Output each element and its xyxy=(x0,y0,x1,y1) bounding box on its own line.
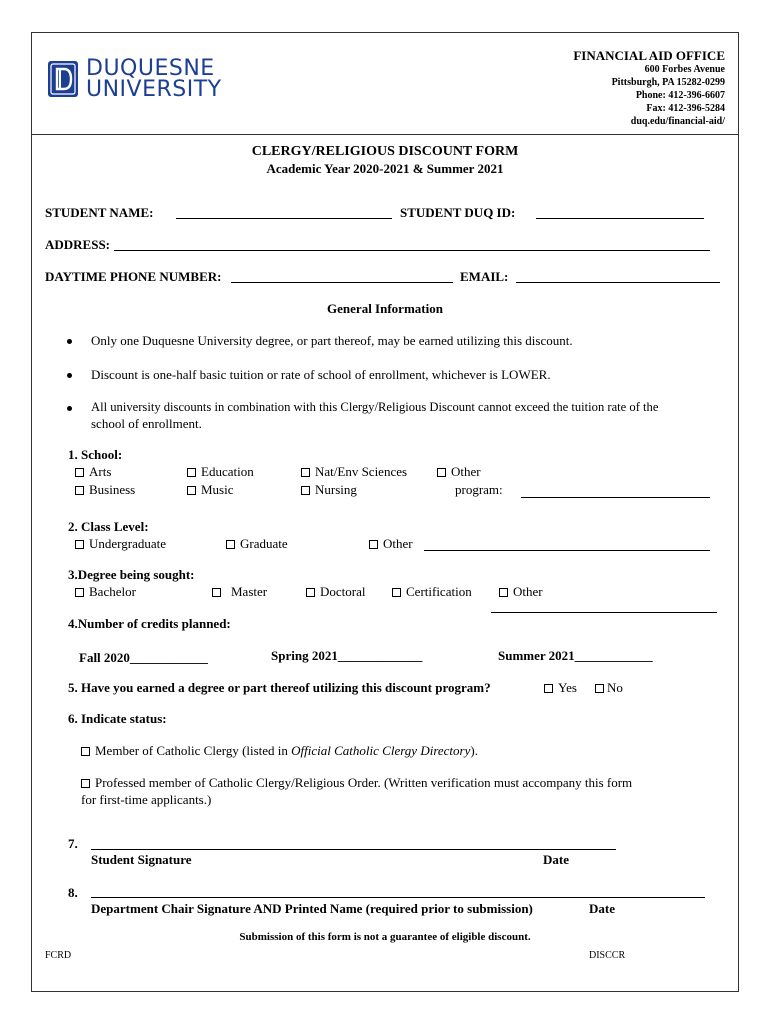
form-subtitle: Academic Year 2020-2021 & Summer 2021 xyxy=(266,161,504,176)
degree-bachelor-label: Bachelor xyxy=(89,584,136,599)
class-option-undergraduate[interactable] xyxy=(75,536,166,552)
q6-opt1-italic: Official Catholic Clergy Directory xyxy=(291,743,471,758)
q6-option-professed[interactable] xyxy=(81,775,632,791)
credits-fall[interactable]: Fall 2020____________ xyxy=(79,650,208,665)
student-signature-field[interactable] xyxy=(91,849,616,850)
checkbox-icon[interactable] xyxy=(392,588,401,597)
degree-certification-label: Certification xyxy=(406,584,472,599)
sig-number-8: 8. xyxy=(68,885,78,900)
general-bullet-3a: All university discounts in combination with this Clergy/Religious Discount cannot exceed the tuition rate of the xyxy=(91,400,659,414)
class-undergraduate-label: Undergraduate xyxy=(89,536,167,551)
student-name-field[interactable] xyxy=(176,218,392,219)
logo-line2: UNIVERSITY xyxy=(86,77,222,102)
checkbox-icon[interactable] xyxy=(301,468,310,477)
email-label: EMAIL: xyxy=(460,269,509,284)
office-fax: Fax: 412-396-5284 xyxy=(646,103,725,114)
school-option-education[interactable] xyxy=(187,464,254,480)
q5-question: 5. Have you earned a degree or part thereof utilizing this discount program? xyxy=(68,680,491,695)
phone-label: DAYTIME PHONE NUMBER: xyxy=(45,269,222,284)
school-option-business[interactable] xyxy=(75,482,135,498)
q5-no-label: No xyxy=(607,680,623,695)
school-nursing-label: Nursing xyxy=(315,482,357,497)
general-bullet-3b: school of enrollment. xyxy=(91,416,202,431)
email-field[interactable] xyxy=(516,282,720,283)
degree-other-field[interactable] xyxy=(491,612,717,613)
shield-d-icon xyxy=(47,60,79,98)
degree-option-other[interactable] xyxy=(499,584,543,600)
date-label-1: Date xyxy=(543,852,569,867)
school-option-natenv[interactable] xyxy=(301,464,407,480)
office-phone: Phone: 412-396-6607 xyxy=(635,90,725,101)
checkbox-icon[interactable] xyxy=(81,747,90,756)
checkbox-icon[interactable] xyxy=(306,588,315,597)
school-education-label: Education xyxy=(201,464,254,479)
degree-option-doctoral[interactable] xyxy=(306,584,365,600)
office-address1: 600 Forbes Avenue xyxy=(644,64,725,75)
footer-left-code: FCRD xyxy=(45,950,72,961)
checkbox-icon[interactable] xyxy=(187,468,196,477)
q6-opt1-text: Member of Catholic Clergy (listed in xyxy=(95,743,292,758)
student-name-label: STUDENT NAME: xyxy=(45,205,154,220)
checkbox-icon[interactable] xyxy=(499,588,508,597)
school-other-label: Other xyxy=(451,464,481,479)
checkbox-icon[interactable] xyxy=(226,540,235,549)
office-title: FINANCIAL AID OFFICE xyxy=(573,48,725,63)
checkbox-icon[interactable] xyxy=(81,779,90,788)
q6-opt1-post: ). xyxy=(470,743,478,758)
class-level-heading: 2. Class Level: xyxy=(68,519,149,534)
checkbox-icon[interactable] xyxy=(75,486,84,495)
checkbox-icon[interactable] xyxy=(75,588,84,597)
school-option-arts[interactable] xyxy=(75,464,111,480)
phone-field[interactable] xyxy=(231,282,453,283)
school-arts-label: Arts xyxy=(89,464,112,479)
class-other-label: Other xyxy=(383,536,413,551)
checkbox-icon[interactable] xyxy=(187,486,196,495)
school-program-label: program: xyxy=(455,482,503,497)
student-signature-label: Student Signature xyxy=(91,852,192,867)
q5-option-no[interactable] xyxy=(595,680,623,696)
school-natenv-label: Nat/Env Sciences xyxy=(315,464,408,479)
class-option-graduate[interactable] xyxy=(226,536,288,552)
chair-signature-field[interactable] xyxy=(91,897,705,898)
chair-signature-label: Department Chair Signature AND Printed Name (required prior to submission) xyxy=(91,901,533,916)
school-music-label: Music xyxy=(201,482,234,497)
general-info-heading: General Information xyxy=(327,301,443,316)
checkbox-icon[interactable] xyxy=(544,684,553,693)
q6-opt2-text: Professed member of Catholic Clergy/Religious Order. (Written verification must accompany this form xyxy=(95,775,633,790)
general-bullet-2: Discount is one-half basic tuition or rate of school of enrollment, whichever is LOWER. xyxy=(91,367,551,382)
school-business-label: Business xyxy=(89,482,136,497)
degree-option-bachelor[interactable] xyxy=(75,584,136,600)
degree-master-label: Master xyxy=(231,584,268,599)
date-label-2: Date xyxy=(589,901,615,916)
class-graduate-label: Graduate xyxy=(240,536,288,551)
footer-note: Submission of this form is not a guarantee of eligible discount. xyxy=(239,931,531,943)
checkbox-icon[interactable] xyxy=(437,468,446,477)
form-title: CLERGY/RELIGIOUS DISCOUNT FORM xyxy=(251,144,519,159)
q6-heading: 6. Indicate status: xyxy=(68,711,167,726)
university-logo xyxy=(47,60,79,98)
address-field[interactable] xyxy=(114,250,710,251)
q6-option-clergy[interactable] xyxy=(81,743,478,759)
q5-yes-label: Yes xyxy=(558,680,577,695)
degree-other-label: Other xyxy=(513,584,543,599)
degree-heading: 3.Degree being sought: xyxy=(68,567,195,582)
general-bullet-1: Only one Duquesne University degree, or part thereof, may be earned utilizing this discount. xyxy=(91,333,573,348)
degree-doctoral-label: Doctoral xyxy=(320,584,366,599)
office-address2: Pittsburgh, PA 15282-0299 xyxy=(611,77,725,88)
header-divider xyxy=(31,134,739,135)
footer-right-code: DISCCR xyxy=(589,950,626,961)
checkbox-icon[interactable] xyxy=(595,684,604,693)
school-option-music[interactable] xyxy=(187,482,234,498)
bullet-icon xyxy=(67,373,72,378)
bullet-icon xyxy=(67,339,72,344)
checkbox-icon[interactable] xyxy=(301,486,310,495)
bullet-icon xyxy=(67,406,72,411)
address-label: ADDRESS: xyxy=(45,237,111,252)
degree-option-master[interactable] xyxy=(212,584,267,600)
school-option-nursing[interactable] xyxy=(301,482,357,498)
checkbox-icon[interactable] xyxy=(369,540,378,549)
checkbox-icon[interactable] xyxy=(75,468,84,477)
logo-line1: DUQUESNE xyxy=(86,56,215,81)
checkbox-icon[interactable] xyxy=(75,540,84,549)
credits-summer[interactable]: Summer 2021____________ xyxy=(498,648,653,663)
office-web: duq.edu/financial-aid/ xyxy=(630,116,725,127)
school-program-field[interactable] xyxy=(521,497,710,498)
class-other-field[interactable] xyxy=(424,550,710,551)
q6-opt2-continued: for first-time applicants.) xyxy=(81,792,212,807)
school-heading: 1. School: xyxy=(68,447,123,462)
credits-spring[interactable]: Spring 2021_____________ xyxy=(271,648,423,663)
class-option-other[interactable] xyxy=(369,536,413,552)
school-option-other[interactable] xyxy=(437,464,481,480)
credits-heading: 4.Number of credits planned: xyxy=(68,616,231,631)
checkbox-icon[interactable] xyxy=(212,588,221,597)
student-id-label: STUDENT DUQ ID: xyxy=(400,205,516,220)
degree-option-certification[interactable] xyxy=(392,584,472,600)
sig-number-7: 7. xyxy=(68,836,78,851)
student-id-field[interactable] xyxy=(536,218,704,219)
q5-option-yes[interactable] xyxy=(544,680,577,696)
